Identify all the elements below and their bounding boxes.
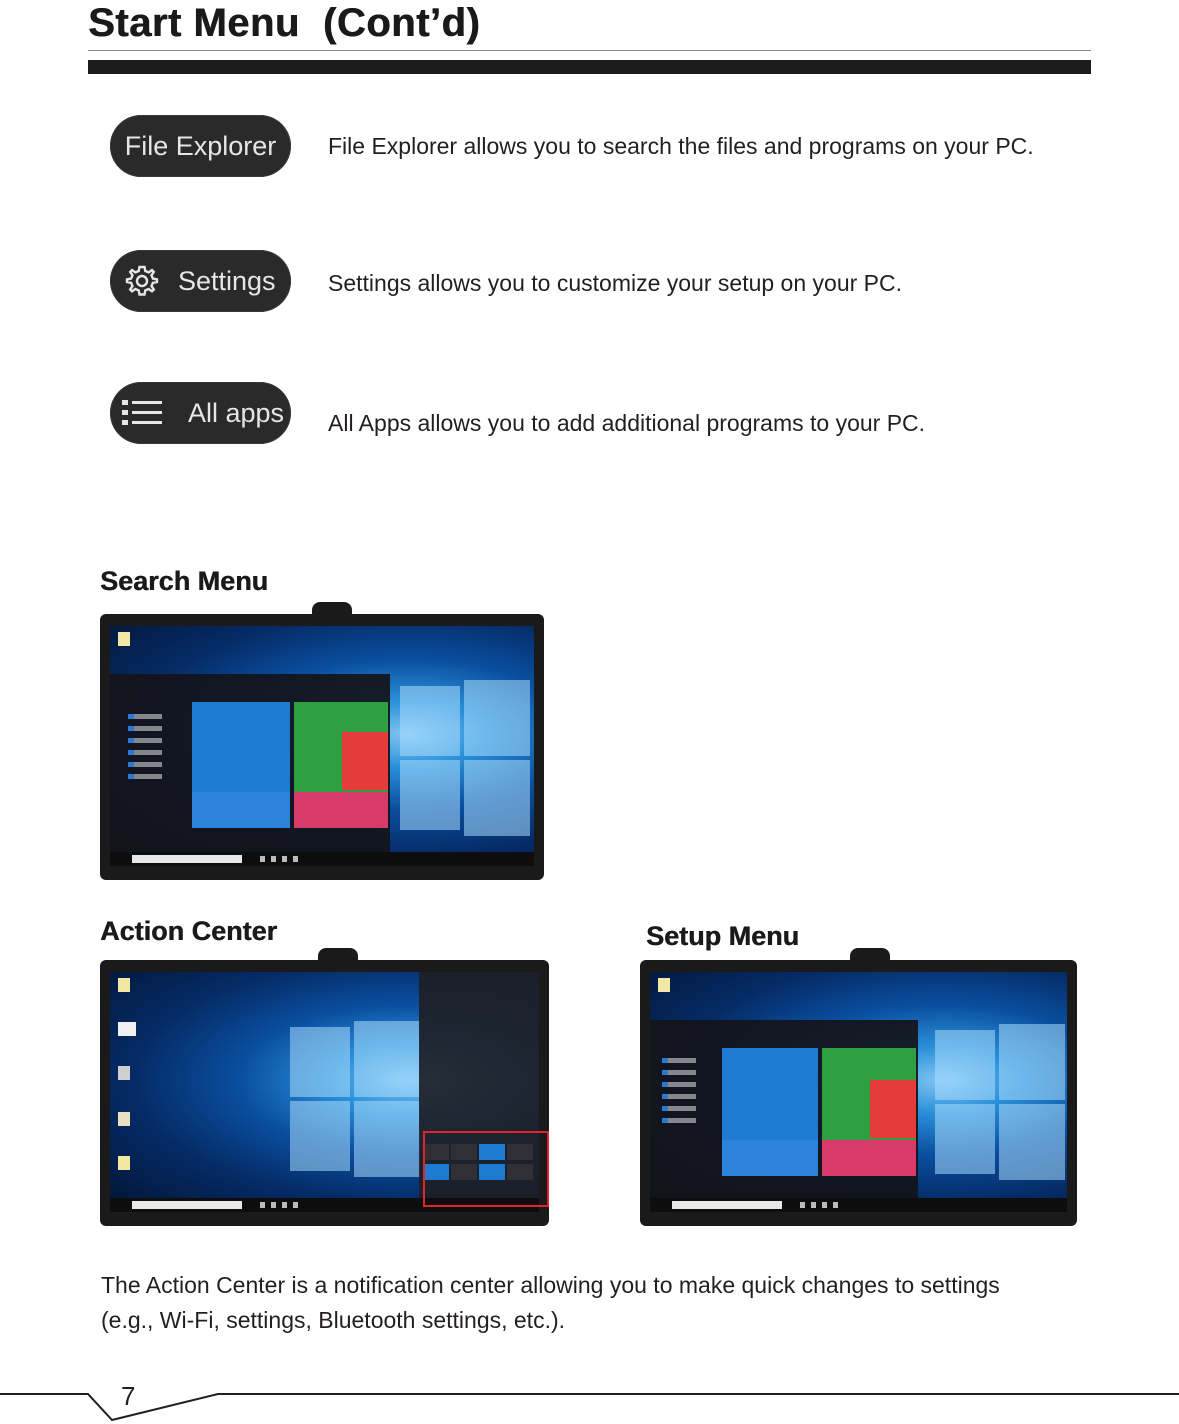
- page-title: Start Menu (Cont’d): [88, 1, 481, 45]
- all-apps-button[interactable]: [110, 382, 291, 444]
- settings-label: Settings: [178, 265, 276, 296]
- search-menu-heading: Search Menu: [100, 566, 269, 596]
- setup-menu-heading: Setup Menu: [646, 921, 799, 951]
- header-thin-rule: [88, 50, 1091, 51]
- setup-menu-screenshot: [640, 960, 1077, 1226]
- header-thick-rule: [88, 60, 1091, 74]
- file-explorer-description: File Explorer allows you to search the files and programs on your PC.: [328, 133, 1034, 159]
- file-explorer-label: File Explorer: [124, 130, 277, 161]
- page-number: 7: [121, 1381, 136, 1411]
- action-center-description-line-1: The Action Center is a notification center allowing you to make quick changes to settings: [101, 1272, 1000, 1298]
- all-apps-label: All apps: [188, 397, 285, 428]
- footer-rule: [0, 1380, 1179, 1424]
- list-icon: [120, 396, 166, 430]
- file-explorer-button[interactable]: [110, 115, 291, 177]
- search-menu-screenshot: [100, 614, 544, 880]
- gear-icon: [124, 263, 160, 299]
- action-center-heading: Action Center: [100, 916, 278, 946]
- settings-description: Settings allows you to customize your setup on your PC.: [328, 270, 903, 296]
- action-center-description-line-2: (e.g., Wi-Fi, settings, Bluetooth settings, etc.).: [101, 1307, 566, 1333]
- all-apps-description: All Apps allows you to add additional programs to your PC.: [328, 410, 926, 436]
- settings-button[interactable]: [110, 250, 291, 312]
- quick-actions-highlight: [423, 1131, 549, 1207]
